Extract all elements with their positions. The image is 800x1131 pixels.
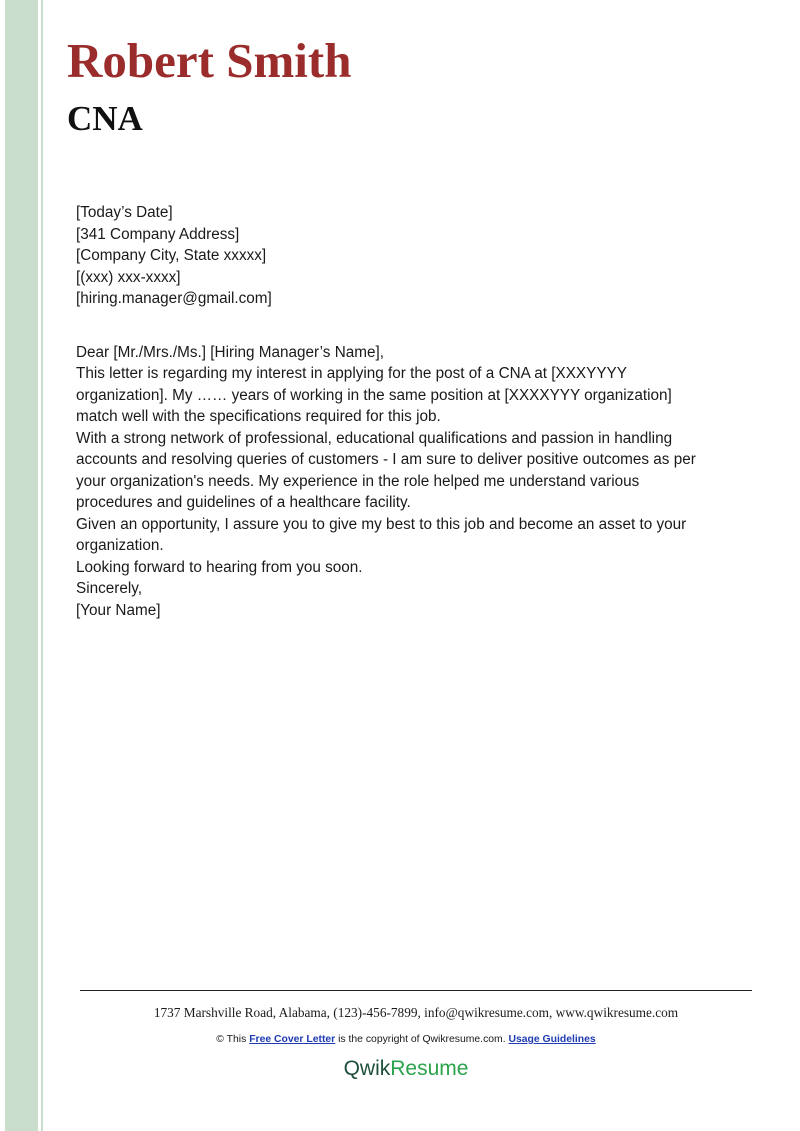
side-band-decoration xyxy=(5,0,38,1131)
usage-guidelines-link[interactable]: Usage Guidelines xyxy=(508,1034,596,1045)
paragraph-line: accounts and resolving queries of customers - I am sure to deliver positive outcomes as per xyxy=(76,451,696,468)
salutation: Dear [Mr./Mrs./Ms.] [Hiring Manager’s Name], xyxy=(76,343,384,361)
recipient-address-line: [341 Company Address] xyxy=(76,225,240,243)
side-line-decoration xyxy=(41,0,43,1131)
paragraph-line: your organization's needs. My experience in the role helped me understand various xyxy=(76,472,640,490)
logo-text-qwik: Qwik xyxy=(343,1057,391,1080)
applicant-name: Robert Smith xyxy=(67,33,352,88)
qwikresume-logo[interactable] xyxy=(80,1056,732,1082)
closing-phrase: Sincerely, xyxy=(76,580,143,597)
footer-divider xyxy=(80,990,752,991)
paragraph-line: Given an opportunity, I assure you to give my best to this job and become an asset to your xyxy=(76,515,687,533)
footer-contact-info: 1737 Marshville Road, Alabama, (123)-456-7899, info@qwikresume.com, www.qwikresume.com xyxy=(153,1005,679,1020)
recipient-phone-line: [(xxx) xxx-xxxx] xyxy=(76,268,181,286)
job-title: CNA xyxy=(67,99,143,138)
signature-name: [Your Name] xyxy=(76,601,161,619)
free-cover-letter-link[interactable]: Free Cover Letter xyxy=(249,1034,336,1045)
paragraph-line: organization]. My …… years of working in the same position at [XXXXYYY organization] xyxy=(76,386,672,404)
copyright-prefix: © This xyxy=(216,1034,247,1045)
signature-block xyxy=(76,578,736,621)
copyright-middle: is the copyright of Qwikresume.com. xyxy=(338,1034,506,1045)
letter-body xyxy=(76,202,736,621)
recipient-city-line: [Company City, State xxxxx] xyxy=(76,247,267,264)
footer-copyright xyxy=(80,1033,732,1047)
logo-text-resume: Resume xyxy=(390,1057,469,1080)
paragraph-intro xyxy=(76,363,736,428)
recipient-email-line: [hiring.manager@gmail.com] xyxy=(76,290,272,307)
paragraph-qualifications xyxy=(76,428,736,514)
paragraph-opportunity xyxy=(76,514,736,557)
paragraph-line: This letter is regarding my interest in applying for the post of a CNA at [XXXYYYY xyxy=(76,365,627,382)
letter-date: [Today’s Date] xyxy=(76,204,173,221)
paragraph-line: organization. xyxy=(76,537,164,554)
paragraph-line: With a strong network of professional, educational qualifications and passion in handling xyxy=(76,429,673,447)
recipient-address xyxy=(76,224,736,310)
paragraph-line: match well with the specifications required for this job. xyxy=(76,408,441,425)
paragraph-closing-remark: Looking forward to hearing from you soon. xyxy=(76,558,363,576)
paragraph-line: procedures and guidelines of a healthcare facility. xyxy=(76,494,411,511)
